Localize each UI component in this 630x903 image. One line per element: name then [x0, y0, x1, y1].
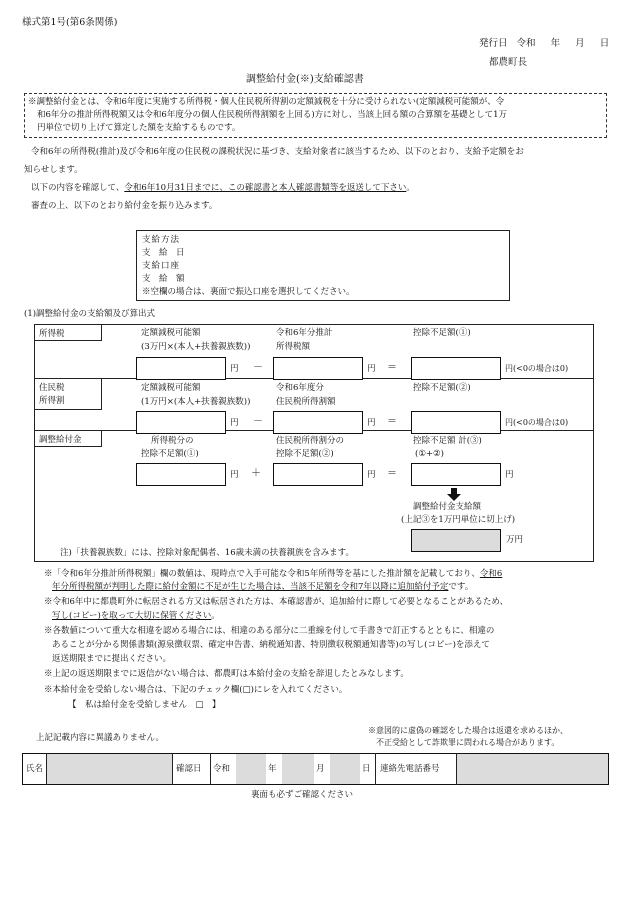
confirm-day-field[interactable] — [330, 754, 360, 784]
yen-unit: 円 — [367, 364, 376, 374]
man-yen-unit: 万円 — [506, 535, 524, 545]
resident-tax-row-label: 住民税 — [39, 383, 65, 393]
note-estimate-emphasis: 令和6 — [479, 569, 503, 579]
minus-operator: － — [253, 416, 263, 427]
note-relocation-suffix: 。 — [211, 611, 220, 621]
note-estimate-line-1 — [44, 569, 502, 580]
income-tax-estimated-input[interactable] — [273, 357, 363, 380]
income-tax-result-note: 円(<0の場合は0) — [505, 364, 569, 373]
document-title: 調整給付金(※)支給確認書 — [246, 74, 364, 85]
yen-unit: 円 — [367, 470, 376, 480]
return-instruction-suffix: 。 — [406, 183, 415, 193]
warning-line-2: 不正受給として詐欺罪に問われる場合があります。 — [376, 738, 560, 747]
payment-date-label: 支 給 日 — [142, 248, 185, 258]
minus-operator: － — [253, 362, 263, 373]
payment-account-label: 支給口座 — [142, 261, 181, 271]
note-decline-instruction: ※本給付金を受給しない場合は、下記のチェック欄(□)にレを入れてください。 — [44, 685, 348, 695]
confirm-month-field[interactable] — [282, 754, 314, 784]
return-deadline: 令和6年10月31日までに、この確認書と本人確認書類等を返送して下さい — [124, 183, 407, 193]
issue-date-era: 令和 — [516, 38, 536, 49]
note-relocation-line-2 — [52, 611, 220, 622]
payment-amount-label: 支 給 額 — [142, 274, 185, 284]
review-statement: 審査の上、以下のとおり給付金を振り込みます。 — [31, 201, 218, 211]
label-divider — [101, 378, 102, 410]
income-tax-deductible-input[interactable] — [136, 357, 226, 380]
definition-line-1: ※調整給付金とは、令和6年度に実施する所得税・個人住民税所得割の定額減税を十分に受けられない(定額減税可能額が、令 — [28, 97, 505, 107]
yen-unit: 円 — [367, 418, 376, 428]
cell-divider — [210, 753, 211, 785]
label-divider — [34, 446, 102, 447]
definition-line-2: 和6年分の推計所得税額又は令和6年度分の個人住民税所得割額を上回る)方に対し、当該上回る額の合算額を基礎として1万 — [37, 110, 508, 120]
payout-heading: 調整給付金支給額 — [413, 502, 482, 512]
income-tax-shortfall-input[interactable] — [411, 357, 501, 380]
income-tax-col1-heading: 定額減税可能額 — [141, 328, 201, 338]
note-relocation-line-1: ※令和6年中に都農町外に転居される方又は転居された方は、本確認書が、追加給付に際して必要となることがあるため、 — [44, 597, 509, 607]
note-correction-line-1: ※各数値について重大な相違を認める場合には、相違のある部分に二重線を付して手書きで訂正するとともに、相違の — [44, 626, 495, 636]
note-estimate-emphasis: 年分所得税額が判明した際に給付金額に不足が生じた場合は、当該不足額を令和7年以降に追加給付予定 — [52, 582, 449, 592]
back-side-note: 裏面も必ずご確認ください — [251, 790, 354, 800]
adjustment-resident-tax-shortfall-input[interactable] — [273, 463, 363, 486]
issue-date-day: 日 — [599, 38, 610, 49]
resident-tax-income-levy-input[interactable] — [273, 411, 363, 434]
resident-tax-shortfall-input[interactable] — [411, 411, 501, 434]
payment-method-label: 支給方法 — [142, 235, 181, 245]
resident-tax-col1-heading: 定額減税可能額 — [141, 383, 201, 393]
payment-blank-note: ※空欄の場合は、裏面で振込口座を選択してください。 — [142, 287, 355, 297]
resident-tax-col2-subheading: 住民税所得割額 — [276, 397, 336, 407]
resident-tax-deductible-input[interactable] — [136, 411, 226, 434]
confirm-date-era: 令和 — [213, 764, 231, 774]
adjustment-col3-heading: 控除不足額 計(③) — [413, 436, 482, 446]
resident-tax-col3-heading: 控除不足額(②) — [413, 383, 471, 393]
note-relocation-emphasis: 写し(コピー)を取って大切に保管ください — [52, 611, 212, 621]
decline-checkbox[interactable]: 【 私は給付金を受給しません □ 】 — [68, 700, 221, 710]
confirm-year-unit: 年 — [268, 764, 277, 774]
issue-date-year: 年 — [550, 38, 561, 49]
form-number: 様式第1号(第6条関係) — [22, 17, 118, 28]
note-no-reply: ※上記の返送期限までに返信がない場合は、都農町は本給付金の支給を辞退したとみなします。 — [44, 669, 409, 679]
income-tax-col2-heading: 令和6年分推計 — [276, 328, 333, 338]
yen-unit: 円 — [505, 470, 514, 480]
note-correction-line-2: あることが分かる関係書類(源泉徴収票、確定申告書、納税通知書、特別徴収税額通知書等)の写し(コピー)を添えて — [52, 640, 490, 650]
yen-unit: 円 — [230, 470, 239, 480]
name-field[interactable] — [47, 754, 172, 784]
adjustment-income-tax-shortfall-input[interactable] — [136, 463, 226, 486]
note-correction-line-3: 返送期限までに提出ください。 — [52, 654, 172, 664]
down-arrow-icon — [446, 488, 462, 502]
phone-label: 連絡先電話番号 — [380, 764, 440, 774]
confirm-date-label: 確認日 — [176, 764, 202, 774]
return-instruction — [31, 183, 415, 194]
label-divider — [34, 340, 102, 341]
adjustment-col2-subheading: 控除不足額(②) — [276, 449, 334, 459]
income-tax-col2-subheading: 所得税額 — [276, 342, 311, 352]
issue-date — [479, 38, 609, 50]
definition-line-3: 円単位で切り上げて算定した額を支給するものです。 — [37, 123, 241, 133]
confirm-year-field[interactable] — [236, 754, 266, 784]
payout-amount-field[interactable] — [411, 529, 501, 552]
equals-operator: ＝ — [387, 362, 397, 373]
section-1-title: (1)調整給付金の支給額及び算出式 — [24, 309, 156, 319]
adjustment-col1-subheading: 控除不足額(①) — [141, 449, 199, 459]
yen-unit: 円 — [230, 364, 239, 374]
issuer: 都農町長 — [489, 57, 528, 68]
income-tax-col1-formula: (3万円×(本人+扶養親族数)) — [141, 342, 251, 352]
note-estimate-suffix: です。 — [448, 582, 474, 592]
resident-tax-col2-heading: 令和6年度分 — [276, 383, 324, 393]
issue-date-month: 月 — [575, 38, 585, 49]
yen-unit: 円 — [230, 418, 239, 428]
equals-operator: ＝ — [387, 468, 397, 479]
adjustment-col2-heading: 住民税所得割分の — [276, 436, 345, 446]
cell-divider — [172, 753, 173, 785]
warning-line-1: ※意図的に虚偽の確認をした場合は返還を求めるほか、 — [368, 726, 568, 735]
return-instruction-prefix: 以下の内容を確認して、 — [31, 183, 125, 193]
intro-paragraph-line-2: 知らせします。 — [24, 165, 83, 175]
dependents-footnote: 注)「扶養親族数」には、控除対象配偶者、16歳未満の扶養親族を含みます。 — [60, 548, 354, 558]
adjustment-row-label: 調整給付金 — [39, 435, 82, 445]
note-estimate-text: ※「令和6年分推計所得税額」欄の数値は、現時点で入手可能な令和5年所得等を基にした推計額を記載しており、 — [44, 569, 480, 579]
confirm-month-unit: 月 — [316, 764, 325, 774]
resident-tax-col1-formula: (1万円×(本人+扶養親族数)) — [141, 397, 251, 407]
income-tax-row-label: 所得税 — [39, 329, 65, 339]
resident-tax-result-note: 円(<0の場合は0) — [505, 418, 569, 427]
label-divider — [101, 324, 102, 341]
cell-divider — [375, 753, 376, 785]
adjustment-col1-heading: 所得税分の — [151, 436, 194, 446]
income-tax-col3-heading: 控除不足額(①) — [413, 328, 471, 338]
label-divider — [101, 430, 102, 447]
note-estimate-line-2 — [52, 582, 473, 593]
agreement-statement: 上記記載内容に異議ありません。 — [36, 733, 165, 743]
name-label: 氏名 — [26, 764, 44, 774]
payout-rounding-note: (上記③を1万円単位に切上げ) — [401, 515, 516, 525]
adjustment-total-shortfall-input[interactable] — [411, 463, 501, 486]
equals-operator: ＝ — [387, 416, 397, 427]
adjustment-col3-formula: (①+②) — [415, 449, 444, 459]
label-divider — [34, 409, 102, 410]
plus-operator: ＋ — [251, 468, 261, 479]
resident-tax-row-sublabel: 所得割 — [39, 396, 65, 406]
phone-field[interactable] — [457, 754, 608, 784]
confirm-day-unit: 日 — [362, 764, 371, 774]
intro-paragraph-line-1: 令和6年の所得税(推計)及び令和6年度の住民税の課税状況に基づき、支給対象者に該当するため、以下のとおり、支給予定額をお — [31, 147, 524, 157]
issue-date-label: 発行日 — [479, 38, 508, 49]
